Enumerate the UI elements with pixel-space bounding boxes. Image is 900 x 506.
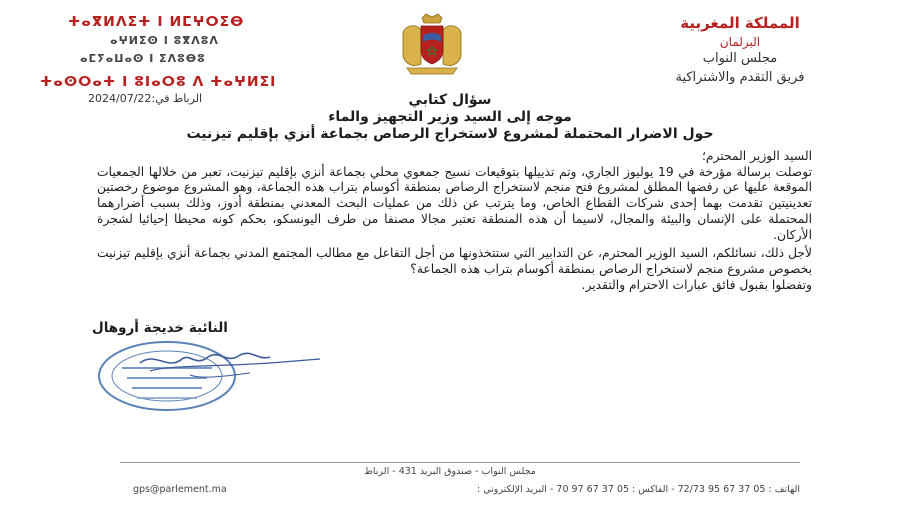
footer-divider (120, 462, 800, 463)
tifinagh-kingdom: ⵜⴰⴳⵍⴷⵉⵜ ⵏ ⵍⵎⵖⵔⵉⴱ (68, 14, 245, 30)
tifinagh-parliament: ⴰⵖⵍⵉⵙ ⵏ ⵓⴳⴷⵓⴷ (110, 34, 219, 47)
letter-body (97, 149, 812, 293)
body-paragraph-1: توصلت برسالة مؤرخة في 19 يوليوز الجاري، وتم تذييلها بتوقيعات نسيج جمعوي محلي بجماعة أنزي بإقليم تيزنيت، تعبر من خلالها الجمعيات الموقعة عليها عن رفضها المطلق لمشروع فتح منجم لاستخراج الرصاص بمنطقة أكوسام بتراب هذه الجماعة، وهو المشروع موضوع رخصتين تعدينيتين تقدمت بهما إحدى شركات القطاع الخاص، وما يترتب عن ذلك من عمليات البحث المعدني بمنطقة أدوز، وذلك بسبب أضرارهما المحتملة على الإنسان والبيئة والمجال، لاسيما أن هذه المنطقة تعتبر مجالا مصنفا من طرف اليونسكو، بحكم كونه محيطا إحيائيا لشجرة الأركان. (97, 164, 812, 242)
letter-date: الرباط في:2024/07/22 (88, 92, 203, 105)
signatory-name: النائبة خديجة أروهال (92, 320, 228, 336)
tifinagh-group: ⵜⴰⵙⵔⴰⵜ ⵏ ⵓⵏⴰⵔⵓ ⴷ ⵜⴰⵖⵍⵉⵏ (40, 74, 277, 90)
parliament-name: البرلمان (719, 35, 761, 49)
tifinagh-house: ⴰⵎⵢⴰⵡⴰⵙ ⵏ ⵉⴷⵓⴱⵓ (80, 52, 206, 65)
addressee-line: موجه إلى السيد وزير التجهيز والماء (328, 109, 572, 125)
footer-address: مجلس النواب - صندوق البريد 431 - الرباط (364, 466, 536, 477)
royal-coat-of-arms-icon (393, 12, 471, 76)
body-paragraph-2: لأجل ذلك، نسائلكم، السيد الوزير المحترم، عن التدابير التي ستتخذونها من أجل التفاعل مع مطالب المجتمع المدني بجماعة أنزي بإقليم تيزنيت بخصوص مشروع منجم لاستخراج الرصاص بمنطقة أكوسام بتراب هذه الجماعة؟ (97, 246, 812, 276)
footer-contacts: الهاتف : 05 37 67 95 72/73 - الفاكس : 05 37 67 97 70 - البريد الإلكتروني : (476, 484, 800, 495)
footer-email: gps@parlement.ma (133, 484, 227, 495)
salutation: السيد الوزير المحترم؛ (701, 149, 812, 163)
handwritten-signature-icon (130, 345, 330, 390)
kingdom-name: المملكة المغربية (680, 14, 800, 32)
group-name: فريق التقدم والاشتراكية (675, 70, 805, 85)
house-name: مجلس النواب (702, 51, 778, 66)
document-type-title: سؤال كتابي (408, 92, 492, 108)
closing-line: وتفضلوا بقبول فائق عبارات الاحترام والتقدير. (581, 277, 812, 292)
header-arabic-block (630, 14, 850, 85)
subject-line: حول الاضرار المحتملة لمشروع لاستخراج الرصاص بجماعة أنزي بإقليم تيزنيت (186, 126, 714, 142)
